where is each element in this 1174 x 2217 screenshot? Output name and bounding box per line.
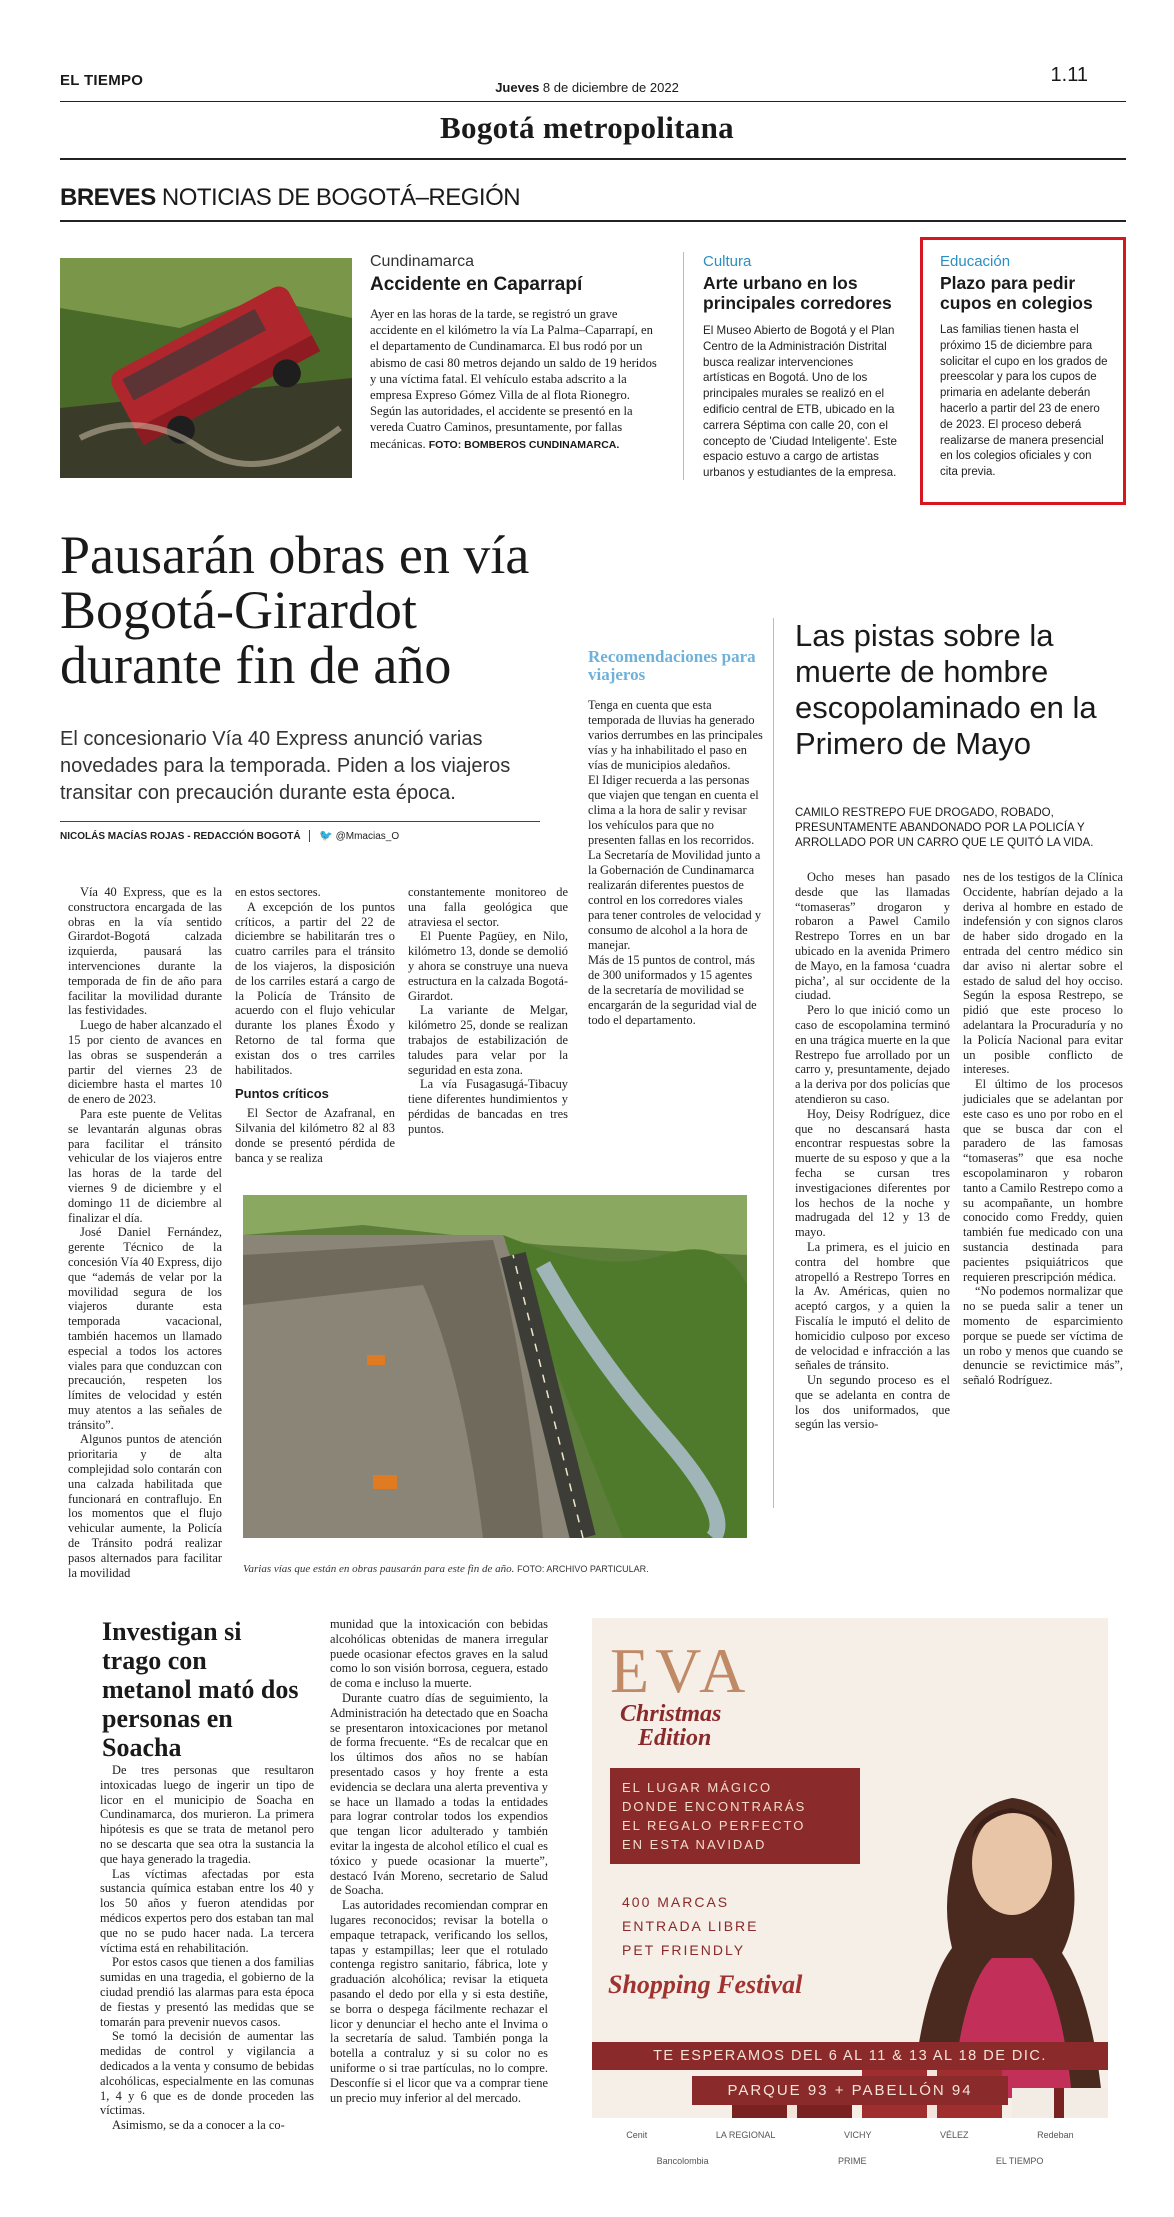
breve-divider: [683, 252, 684, 480]
breve-cultura: [703, 253, 901, 481]
main-story-col1: [68, 885, 222, 1580]
paragraph: munidad que la intoxicación con bebidas alcohólicas obtenidas de manera irregular puede ocasionar efectos graves en la salud como lo son visión borrosa, ceguera, estado de coma e incluso la muerte.: [330, 1617, 548, 1691]
ad-features: [622, 1890, 758, 1962]
sponsor-logo: Bancolombia: [656, 2156, 709, 2166]
column-divider: [773, 618, 774, 1508]
ad-brand: EVA: [610, 1635, 752, 1706]
paragraph: constantemente monitoreo de una falla geológica que atraviesa el sector.: [408, 885, 568, 929]
pistas-deck: CAMILO RESTREPO FUE DROGADO, ROBADO, PRESUNTAMENTE ABANDONADO POR LA POLICÍA Y ARROLLADO POR UN CARRO QUE LE QUITÓ LA VIDA.: [795, 807, 1094, 849]
subhead: Puntos críticos: [235, 1086, 329, 1102]
paragraph: La vía Fusagasugá-Tibacuy tiene diferentes hundimientos y pérdidas de bancadas en tres puntos.: [408, 1077, 568, 1136]
breves-bold: BREVES: [60, 184, 156, 211]
section-rule: [60, 158, 1126, 160]
paragraph: Vía 40 Express, que es la constructora encargada de las obras en la vía sentido Girardot-Bogotá calzada izquierda, pausará las intervenciones durante la temporada de fin de año para facilitar la movilidad durante las festividades.: [68, 885, 222, 1018]
paragraph: Para este puente de Velitas se levantarán algunas obras para facilitar el tránsito vehicular de los viajeros entre las horas de la tarde del viernes 9 de diciembre y el domingo 11 de diciembre al finalizar el día.: [68, 1106, 222, 1225]
paragraph: Se tomó la decisión de aumentar las medidas de control y vigilancia a dedicados a la venta y consumo de bebidas alcohólicas, especialmente en las comunas 1, 4 y 6 que es de donde proceden las víctimas.: [100, 2029, 314, 2118]
breve-body: El Museo Abierto de Bogotá y el Plan Centro de la Administración Distrital busca realizar intervenciones artísticas en Bogotá. Uno de los principales murales se realizó en el edificio central de ETB, ubicado en la carrera Séptima con calle 20, con el concepto de 'Ciudad Inteligente'. Este espacio estuvo a cargo de artistas urbanos y estudiantes de la empresa.: [703, 324, 897, 480]
bus-accident-photo: [60, 258, 352, 478]
road-works-photo: [243, 1195, 747, 1538]
main-headline: Pausarán obras en vía Bogotá-Girardot durante fin de año: [60, 525, 530, 695]
caption-text: Varias vías que están en obras pausarán para este fin de año.: [243, 1563, 515, 1575]
edition-line: Edition: [638, 1725, 712, 1751]
sponsor-row: [592, 2118, 1108, 2140]
tagline-line: EL REGALO PERFECTO: [622, 1818, 806, 1833]
page-date: [0, 80, 1174, 95]
paragraph: Tenga en cuenta que esta temporada de lluvias ha generado varios derrumbes en las principales vías y ha inhabilitado el paso en vías de municipios aledaños.: [588, 698, 763, 772]
paragraph: en estos sectores.: [235, 885, 321, 899]
byline-separator: [309, 830, 310, 842]
paragraph: La variante de Melgar, kilómetro 25, donde se realizan trabajos de estabilización de taludes para velar por la seguridad en esta zona.: [408, 1003, 568, 1077]
paragraph: El último de los procesos judiciales que se adelantan por este caso es uno por robo en el que se busca dar con el paradero de las famosas “tomaseras” que esa noche escopolaminaron y robaron tanto a Camilo Restrepo como a su acompañante, un hombre conocido como Freddy, quien también fue medicado con una sustancia destinada para pacientes psiquiátricos que requieren prescripción médica.: [963, 1077, 1123, 1284]
breve-category: Cundinamarca: [370, 253, 475, 270]
eva-advertisement[interactable]: [592, 1618, 1108, 2192]
feature-item: ENTRADA LIBRE: [622, 1918, 759, 1934]
twitter-handle: @Mmacias_O: [335, 831, 400, 842]
paragraph: Las víctimas afectadas por esta sustancia química estaban entre los 40 y los 50 años y fueron atendidas por médicos expertos pero dos estaban tan mal que no se pudo hacer nada. La tercera víctima está en rehabilitación.: [100, 1866, 314, 1955]
tagline-line: DONDE ENCONTRARÁS: [622, 1799, 807, 1814]
photo-credit: FOTO: BOMBEROS CUNDINAMARCA.: [428, 438, 620, 451]
main-deck: El concesionario Vía 40 Express anunció varias novedades para la temporada. Piden a los viajeros transitar con precaución durante esta época.: [60, 728, 511, 804]
breve-category: Cultura: [703, 253, 752, 270]
paragraph: El Puente Pagüey, en Nilo, kilómetro 13, donde se demolió y ahora se construye una nueva estructura en la calzada Bogotá-Girardot.: [408, 929, 568, 1003]
pistas-headline: Las pistas sobre la muerte de hombre escopolaminado en la Primero de Mayo: [795, 618, 1097, 761]
caption-credit: FOTO: ARCHIVO PARTICULAR.: [517, 1564, 649, 1574]
photo-caption: [243, 1563, 747, 1575]
paragraph: De tres personas que resultaron intoxicadas luego de ingerir un tipo de licor en el municipio de Soacha en Cundinamarca, dos murieron. La primera hipótesis es que se trata de metanol pero no se descarta que sea otra la sustancia la que haya generado la tragedia.: [100, 1763, 314, 1866]
sponsor-logo: Cenit: [626, 2130, 648, 2140]
paragraph: El Sector de Azafranal, en Silvania del kilómetro 82 al 83 donde se presentó pérdida de banca y se realiza: [235, 1106, 395, 1165]
paragraph: La primera, es el juicio en contra del hombre que atropelló a Restrepo Torres en la Av. Américas, quien no aceptó cargos, y a quien la Fiscalía le imputó el delito de homicidio culposo por exceso de velocidad e infracción a las señales de tránsito.: [795, 1239, 950, 1373]
sponsor-logo: LA REGIONAL: [715, 2130, 776, 2140]
paragraph: Asimismo, se da a conocer a la co-: [112, 2118, 285, 2133]
ad-location: PARQUE 93 + PABELLÓN 94: [692, 2076, 1008, 2105]
paragraph: Por estos casos que tienen a dos familias sumidas en una tragedia, el gobierno de la ciudad prendió las alarmas para esta época de fiestas y presentó las medidas que se tomarán para prevenir nuevos casos.: [100, 1955, 314, 2029]
recommendations-title: Recomendaciones para viajeros: [588, 647, 756, 684]
paragraph: Un segundo proceso es el que se adelanta en contra de los dos uniformados, que según las versio-: [795, 1373, 950, 1432]
paragraph: Las autoridades recomiendan comprar en lugares reconocidos; revisar la botella o empaque tetrapack, verificando los sellos, tapas y estampillas; leer que el rotulado contenga registro sanitario, fábrica, lote y graduación alcohólica; revisar la etiqueta pasando el dedo por ella y si esta destiñe, se borra o despega fácilmente rechazar el licor y denunciar el hecho ante el Invima o la secretaría de salud. También ponga la botella a contraluz y si su color no es uniforme o si trae partículas, no lo compre. Desconfíe si el licor que va a comprar tiene un precio muy inferior al del mercado.: [330, 1898, 548, 2105]
pistas-col1: [795, 870, 950, 1432]
sponsor-logo: PRIME: [838, 2156, 867, 2166]
recommendations-box: [588, 648, 763, 1028]
ad-dates: TE ESPERAMOS DEL 6 AL 11 & 13 AL 18 DE DIC.: [592, 2042, 1108, 2070]
breve-title: Accidente en Caparrapí: [370, 274, 583, 295]
paragraph: Luego de haber alcanzado el 15 por ciento de avances en las obras se suspenderán a partir del viernes 23 de diciembre hasta el martes 10 de enero de 2023.: [68, 1018, 222, 1107]
sponsor-row: [592, 2140, 1108, 2166]
breve-accidente: [370, 253, 660, 453]
date-weekday: Jueves: [495, 80, 540, 95]
paragraph: Pero lo que inició como un caso de escopolamina terminó en una trágica muerte en la que Restrepo fue arrollado por un carro y, presuntamente, dejado a la deriva por dos policías que atendieron su caso.: [795, 1003, 950, 1106]
breves-rule: [60, 220, 1126, 222]
recommendations-body: [588, 698, 763, 1028]
breve-body: [370, 306, 660, 453]
breves-label: [60, 184, 520, 212]
sponsor-logo: EL TIEMPO: [995, 2156, 1044, 2166]
main-story-col2: [235, 885, 395, 1165]
main-story-col3: [408, 885, 568, 1137]
paragraph: Hoy, Deisy Rodríguez, dice que no descansará hasta encontrar respuestas sobre la muerte de su esposo y que a la fecha se cursan tres investigaciones diferentes por los hechos de la noche y madrugada del 12 y 13 de mayo.: [795, 1106, 950, 1240]
ad-sponsor-strip: [592, 2118, 1108, 2192]
header-rule: [60, 101, 1126, 102]
metanol-col1: [100, 1763, 314, 2133]
breve-category: Educación: [940, 253, 1011, 270]
sponsor-logo: VÉLEZ: [940, 2130, 969, 2140]
byline: [60, 829, 399, 842]
page-number: 1.11: [1050, 64, 1088, 86]
feature-item: PET FRIENDLY: [622, 1942, 746, 1958]
paragraph: Más de 15 puntos de control, más de 300 uniformados y 15 agentes de la secretaría de movilidad se encargarán de la seguridad vial de todo el departamento.: [588, 953, 757, 1027]
sponsor-logo: VICHY: [843, 2130, 872, 2140]
byline-rule: [60, 821, 540, 822]
tagline-line: EL LUGAR MÁGICO: [622, 1780, 773, 1795]
edition-line: Christmas: [620, 1701, 722, 1727]
paragraph: Ocho meses han pasado desde que las llamadas “tomaseras” drogaron y robaron a Pawel Camilo Restrepo Torres en un bar ubicado en la avenida Primero de Mayo, en la famosa ‘cuadra picha’, al sur occidente de la ciudad.: [795, 870, 950, 1003]
road-works-illustration: [243, 1195, 747, 1538]
ad-edition: [620, 1702, 721, 1750]
breves-subtitle: NOTICIAS DE BOGOTÁ–REGIÓN: [161, 184, 521, 211]
breve-body: Las familias tienen hasta el próximo 15 de diciembre para solicitar el cupo en los grados de preescolar y para los cupos de primaria en adelante deberán hacerlo a partir del 23 de enero de 2023. El proceso deberá realizarse de manera presencial en los colegios oficiales y con cita previa.: [940, 324, 1108, 479]
date-text: 8 de diciembre de 2022: [542, 80, 679, 95]
paragraph: El Idiger recuerda a las personas que viajen que tengan en cuenta el clima a la hora de salir y revisar los vehículos para que no presenten fallas en los recorridos. La Secretaría de Movilidad junto a la Gobernación de Cundinamarca realizarán diferentes puestos de control en los corredores viales para tener controles de velocidad y consumo de alcohol a la hora de manejar.: [588, 773, 762, 952]
paragraph: “No podemos normalizar que no se pueda salir a tener un momento de esparcimiento porque se puede ser víctima de un robo y menos que cuando se denuncie se revictimice más”, señaló Rodríguez.: [963, 1284, 1123, 1388]
breve-body-text: Ayer en las horas de la tarde, se registró un grave accidente en el kilómetro la vía La Palma–Caparrapí, en el departamento de Cundinamarca. El bus rodó por un abismo de casi 80 metros dejando un saldo de 19 heridos y una víctima fatal. El vehículo estaba adscrito a la empresa Expreso Gómez Villa de al flota Rionegro. Según las autoridades, el accidente se presentó en la vereda Cuatro Caminos, presuntamente, por fallas mecánicas.: [370, 307, 657, 451]
ad-tagline: [610, 1768, 860, 1864]
metanol-headline: Investigan si trago con metanol mató dos personas en Soacha: [102, 1617, 299, 1762]
byline-author: NICOLÁS MACÍAS ROJAS - REDACCIÓN BOGOTÁ: [60, 831, 301, 842]
ad-festival: Shopping Festival: [608, 1970, 803, 1999]
newspaper-name: EL TIEMPO: [60, 72, 144, 89]
paragraph: Durante cuatro días de seguimiento, la Administración ha detectado que en Soacha se presentaron intoxicaciones por metanol de forma frecuente. “Es de recalcar que en los últimos dos años no se habían presentado casos y hoy frente a esta evidencia se declara una alerta preventiva y se hace un llamado a todas la entidades para lograr controlar todos los expendios que tengan licor adulterado y también evitar la ingesta de alcohol etílico el cual es tóxico y puede ocasionar la muerte”, destacó Iván Moreno, secretario de Salud de Soacha.: [330, 1690, 548, 1898]
section-title: Bogotá metropolitana: [440, 110, 734, 145]
paragraph: nes de los testigos de la Clínica Occidente, habrían dejado a la deriva al hombre en estado de indefensión y con signos claros de haber sido drogado en la entrada del centro médico sin dar aviso ni alertar sobre el estado de salud del hoy occiso. Según la esposa Restrepo, se pidió que este proceso lo adelantara la Procuraduría y no la Policía Nacional para evitar un posible conflicto de intereses.: [963, 870, 1123, 1077]
bus-accident-illustration: [60, 258, 352, 478]
metanol-col2: [330, 1617, 548, 2105]
pistas-col2: [963, 870, 1123, 1388]
tagline-line: EN ESTA NAVIDAD: [622, 1837, 767, 1852]
feature-item: 400 MARCAS: [622, 1894, 730, 1910]
paragraph: A excepción de los puntos críticos, a partir del 22 de diciembre se habilitarán tres o cuatro carriles para el tránsito de los viajeros, la disposición de los carriles estará a cargo de la Policía de Tránsito de acuerdo con el flujo vehicular durante los planes Éxodo y Retorno de tal forma que existan dos o tres carriles habilitados.: [235, 899, 395, 1077]
paragraph: José Daniel Fernández, gerente Técnico de la concesión Vía 40 Express, dijo que “además de velar por la movilidad segura de los viajeros durante esta temporada vacacional, también hacemos un llamado especial a todos los actores viales para que conduzcan con precaución, respeten los límites de velocidad y estén muy atentos a las señales de tránsito”.: [68, 1225, 222, 1432]
sponsor-logo: Redeban: [1037, 2130, 1074, 2140]
twitter-icon: 🐦: [319, 830, 333, 842]
paragraph: Algunos puntos de atención prioritaria y de alta complejidad solo contarán con una calzada habilitada que funcionará en contraflujo. En los momentos que el flujo vehicular aumente, la Policía de Tránsito podrá realizar pasos alternados para facilitar la movilidad: [68, 1432, 222, 1580]
breve-title: Plazo para pedir cupos en colegios: [940, 273, 1093, 313]
breve-title: Arte urbano en los principales corredores: [703, 273, 892, 313]
breve-educacion: [940, 253, 1112, 481]
